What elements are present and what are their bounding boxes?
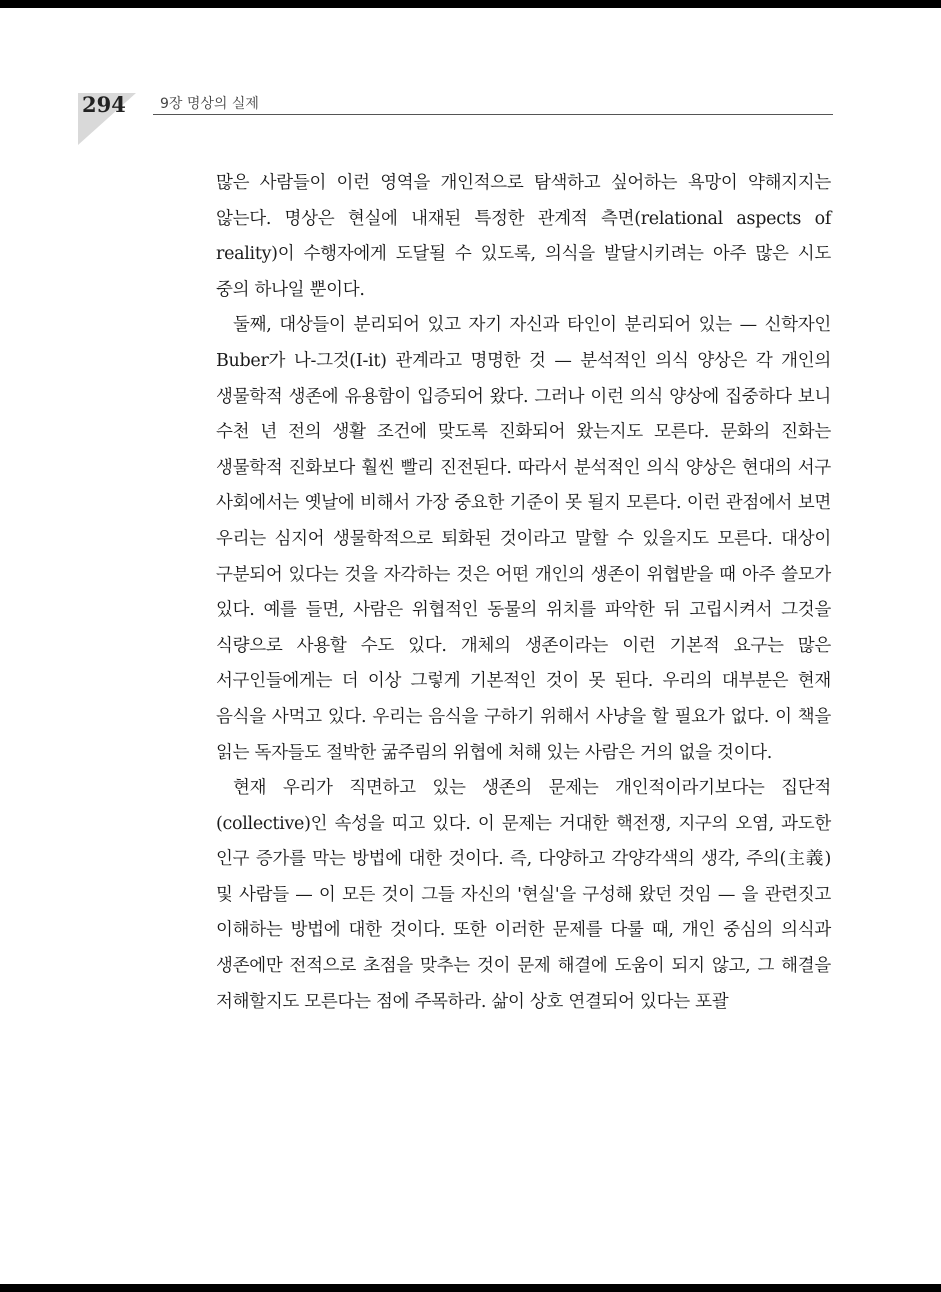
page-number: 294 — [82, 92, 126, 117]
paragraph-2: 둘째, 대상들이 분리되어 있고 자기 자신과 타인이 분리되어 있는 — 신학자인 Buber가 나-그것(I-it) 관계라고 명명한 것 — 분석적인 의식 양상은 각 개인의 생물학적 생존에 유용함이 입증되어 왔다. 그러나 이런 의식 양상에 집중하다 보니 수천 년 전의 생활 조건에 맞도록 진화되어 왔는지도 모른다. 문화의 진화는 생물학적 진화보다 훨씬 빨리 진전된다. 따라서 분석적인 의식 양상은 현대의 서구 사회에서는 옛날에 비해서 가장 중요한 기준이 못 될지 모른다. 이런 관점에서 보면 우리는 심지어 생물학적으로 퇴화된 것이라고 말할 수 있을지도 모른다. 대상이 구분되어 있다는 것을 자각하는 것은 어떤 개인의 생존이 위협받을 때 아주 쓸모가 있다. 예를 들면, 사람은 위협적인 동물의 위치를 파악한 뒤 고립시켜서 그것을 식량으로 사용할 수도 있다. 개체의 생존이라는 이런 기본적 요구는 많은 서구인들에게는 더 이상 그렇게 기본적인 것이 못 된다. 우리의 대부분은 현재 음식을 사먹고 있다. 우리는 음식을 구하기 위해서 사냥을 할 필요가 없다. 이 책을 읽는 독자들도 절박한 굶주림의 위협에 처해 있는 사람은 거의 없을 것이다. — [216, 315, 831, 763]
header-divider — [153, 114, 833, 115]
paragraph-3: 현재 우리가 직면하고 있는 생존의 문제는 개인적이라기보다는 집단적(collective)인 속성을 띠고 있다. 이 문제는 거대한 핵전쟁, 지구의 오염, 과도한 인구 증가를 막는 방법에 대한 것이다. 즉, 다양하고 각양각색의 생각, 주의(主義) 및 사람들 — 이 모든 것이 그들 자신의 '현실'을 구성해 왔던 것임 — 을 관련짓고 이해하는 방법에 대한 것이다. 또한 이러한 문제를 다룰 때, 개인 중심의 의식과 생존에만 전적으로 초점을 맞추는 것이 문제 해결에 도움이 되지 않고, 그 해결을 저해할지도 모른다는 점에 주목하라. 삶이 상호 연결되어 있다는 포괄 — [216, 778, 831, 1012]
paragraph-1: 많은 사람들이 이런 영역을 개인적으로 탐색하고 싶어하는 욕망이 약해지지는 않는다. 명상은 현실에 내재된 특정한 관계적 측면(relational aspects of reality)이 수행자에게 도달될 수 있도록, 의식을 발달시키려는 아주 많은 시도 중의 하나일 뿐이다. — [216, 173, 831, 300]
book-page — [0, 8, 941, 1284]
body-text — [216, 166, 831, 1020]
running-header-chapter-title: 9장 명상의 실제 — [160, 96, 259, 112]
